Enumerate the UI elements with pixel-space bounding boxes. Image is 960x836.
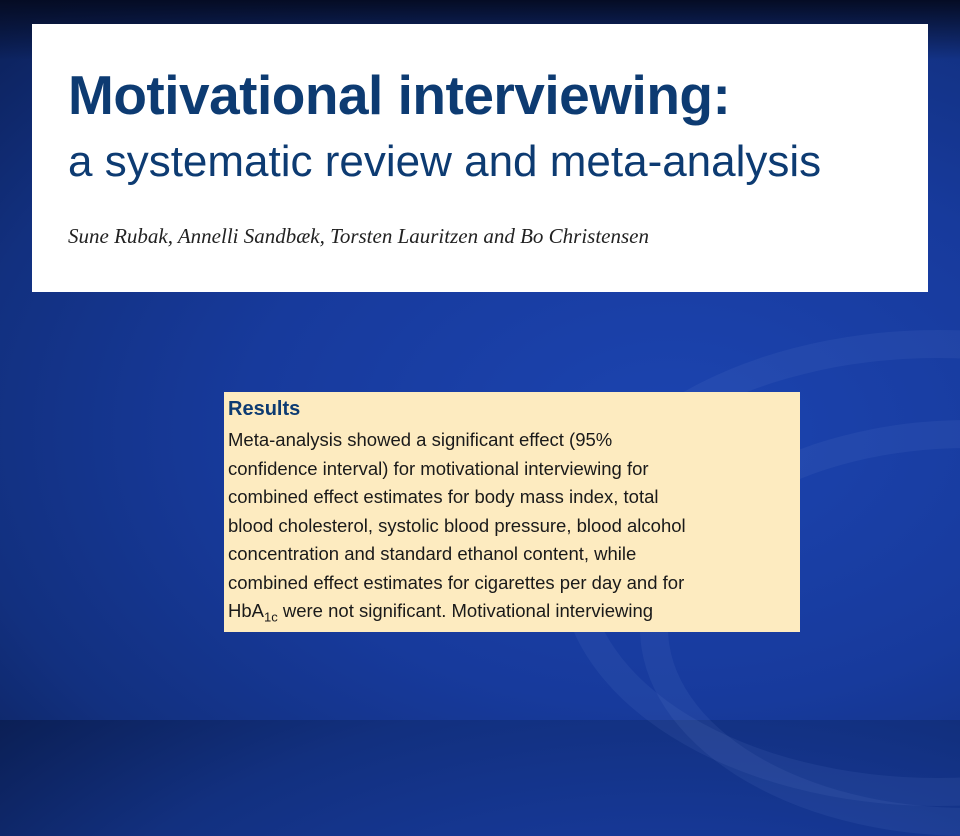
authors-line: Sune Rubak, Annelli Sandbæk, Torsten Lauritzen and Bo Christensen [68,224,649,248]
results-line: confidence interval) for motivational interviewing for [228,457,649,479]
results-text [228,426,796,632]
results-line: blood cholesterol, systolic blood pressure, blood alcohol [228,514,686,536]
hba1c-subscript: 1c [264,609,278,625]
results-line: concentration and standard ethanol content, while [228,543,637,564]
results-line: combined effect estimates for cigarettes per day and for [228,571,685,593]
results-heading: Results [228,398,301,420]
results-excerpt [224,392,800,632]
title-card [32,24,928,292]
slide-subtitle: a systematic review and meta-analysis [68,137,822,186]
results-line-suffix: were not significant. Motivational interviewing [277,600,654,621]
results-line: combined effect estimates for body mass index, total [228,486,659,507]
results-line: Meta-analysis showed a significant effect (95% [228,429,613,450]
slide-title: Motivational interviewing: [68,64,731,126]
results-line-last [228,597,796,632]
hba1c-label: HbA [228,600,264,621]
